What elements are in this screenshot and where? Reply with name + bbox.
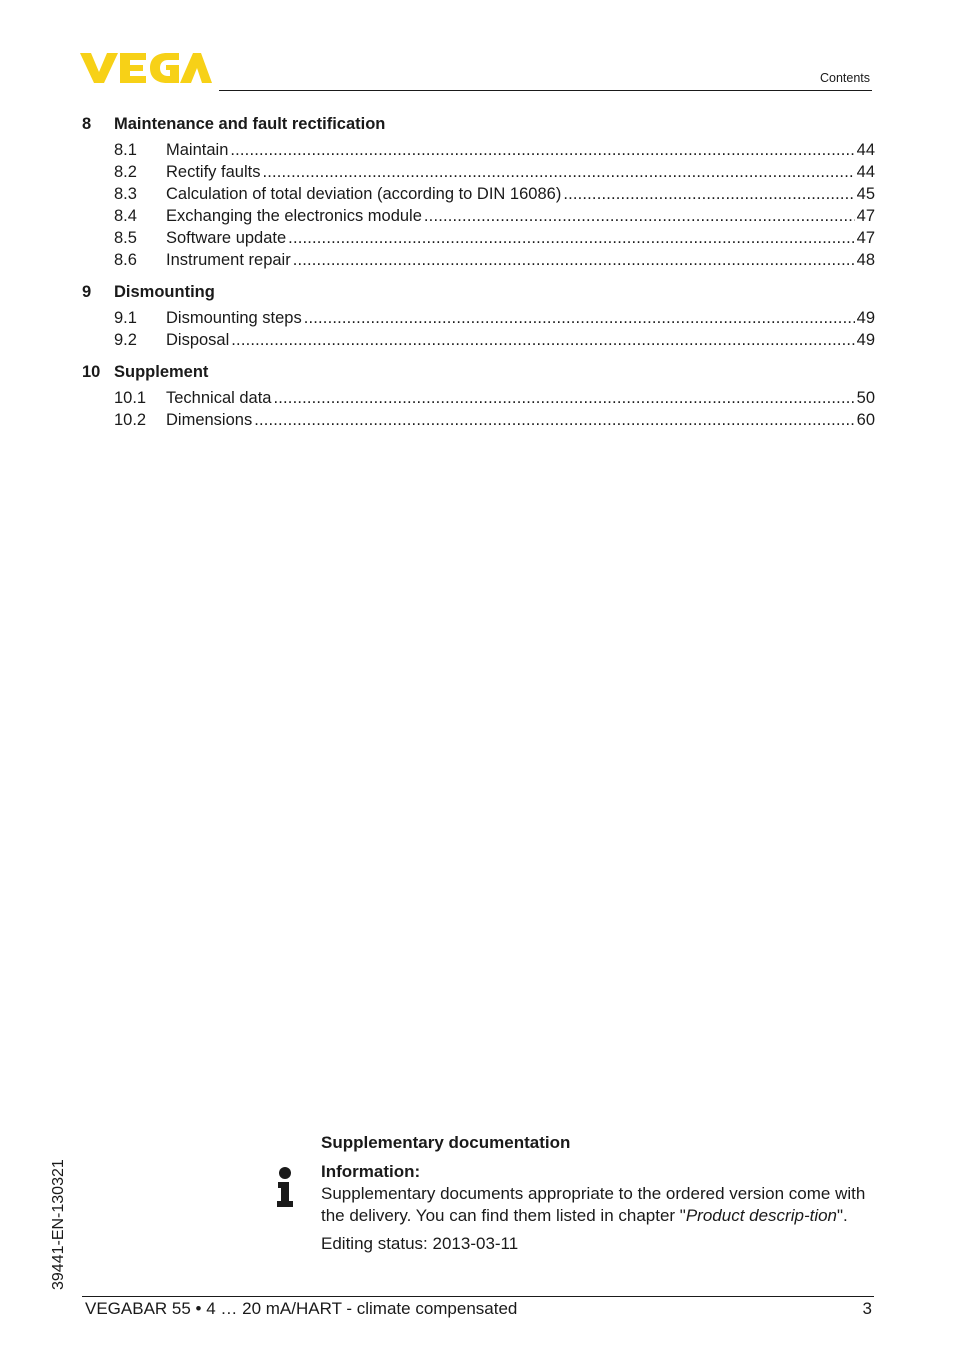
- dot-leader: [254, 409, 854, 431]
- dot-leader: [293, 249, 855, 271]
- toc-entry[interactable]: [82, 387, 875, 409]
- chapter-title: Maintenance and fault rectification: [114, 115, 386, 133]
- chapter-title: Dismounting: [114, 283, 215, 301]
- table-of-contents: [82, 114, 875, 442]
- entry-page: 49: [856, 331, 875, 349]
- entry-number: 8.3: [114, 185, 137, 203]
- information-text: [321, 1183, 881, 1227]
- toc-entry[interactable]: [82, 307, 875, 329]
- entry-page: 50: [856, 389, 875, 407]
- footer-divider: [82, 1296, 874, 1297]
- toc-entry[interactable]: [82, 329, 875, 351]
- entry-page: 48: [856, 251, 875, 269]
- supplementary-title: Supplementary documentation: [321, 1133, 571, 1152]
- entry-page: 60: [856, 411, 875, 429]
- dot-leader: [231, 329, 854, 351]
- entry-number: 8.5: [114, 229, 137, 247]
- entry-title: Software update: [166, 229, 287, 247]
- entry-title: Maintain: [166, 141, 229, 159]
- dot-leader: [563, 183, 854, 205]
- chapter-heading[interactable]: [82, 282, 875, 303]
- footer-product: VEGABAR 55 • 4 … 20 mA/HART - climate compensated: [85, 1299, 518, 1318]
- entry-page: 44: [856, 141, 875, 159]
- entry-title: Dismounting steps: [166, 309, 302, 327]
- chapter-heading[interactable]: [82, 114, 875, 135]
- entry-page: 49: [856, 309, 875, 327]
- entry-number: 8.4: [114, 207, 137, 225]
- entry-number: 10.1: [114, 389, 147, 407]
- entry-title: Technical data: [166, 389, 272, 407]
- entry-number: 8.1: [114, 141, 137, 159]
- toc-entry[interactable]: [82, 249, 875, 271]
- entry-title: Calculation of total deviation (according to DIN 16086): [166, 185, 562, 203]
- dot-leader: [424, 205, 855, 227]
- information-label: Information:: [321, 1162, 421, 1181]
- toc-entry[interactable]: [82, 183, 875, 205]
- chapter-number: 9: [82, 283, 92, 301]
- chapter-number: 8: [82, 115, 92, 133]
- entry-title: Exchanging the electronics module: [166, 207, 422, 225]
- toc-entry[interactable]: [82, 205, 875, 227]
- entry-number: 9.2: [114, 331, 137, 349]
- chapter-number: 10: [82, 363, 101, 381]
- entry-page: 47: [856, 207, 875, 225]
- header-section-label: Contents: [819, 71, 870, 85]
- toc-chapter: [82, 362, 875, 431]
- chapter-heading[interactable]: [82, 362, 875, 383]
- chapter-reference: Product descrip-tion: [685, 1206, 838, 1225]
- toc-chapter: [82, 282, 875, 351]
- entry-page: 47: [856, 229, 875, 247]
- editing-status: Editing status: 2013-03-11: [321, 1234, 519, 1253]
- entry-title: Instrument repair: [166, 251, 291, 269]
- information-icon: [275, 1167, 295, 1207]
- document-code: 39441-EN-130321: [50, 1159, 67, 1290]
- info-text-end: ".: [837, 1206, 848, 1225]
- page-number: 3: [862, 1299, 872, 1318]
- supplementary-documentation: [321, 1132, 881, 1255]
- dot-leader: [288, 227, 854, 249]
- dot-leader: [304, 307, 855, 329]
- toc-chapter: [82, 114, 875, 271]
- toc-entry[interactable]: [82, 161, 875, 183]
- toc-entry[interactable]: [82, 409, 875, 431]
- chapter-title: Supplement: [114, 363, 209, 381]
- entry-number: 8.2: [114, 163, 137, 181]
- vega-logo: [80, 50, 212, 84]
- entry-page: 44: [856, 163, 875, 181]
- info-text-start: Supplementary documents appropriate to the ordered version come with the delivery. You can find them listed in chapter ": [321, 1184, 866, 1225]
- toc-entry[interactable]: [82, 227, 875, 249]
- toc-entry[interactable]: [82, 139, 875, 161]
- dot-leader: [274, 387, 855, 409]
- entry-number: 9.1: [114, 309, 137, 327]
- entry-page: 45: [856, 185, 875, 203]
- entry-title: Dimensions: [166, 411, 253, 429]
- header-divider: [219, 90, 872, 91]
- entry-number: 10.2: [114, 411, 147, 429]
- entry-title: Rectify faults: [166, 163, 261, 181]
- dot-leader: [230, 139, 854, 161]
- entry-title: Disposal: [166, 331, 230, 349]
- dot-leader: [262, 161, 854, 183]
- entry-number: 8.6: [114, 251, 137, 269]
